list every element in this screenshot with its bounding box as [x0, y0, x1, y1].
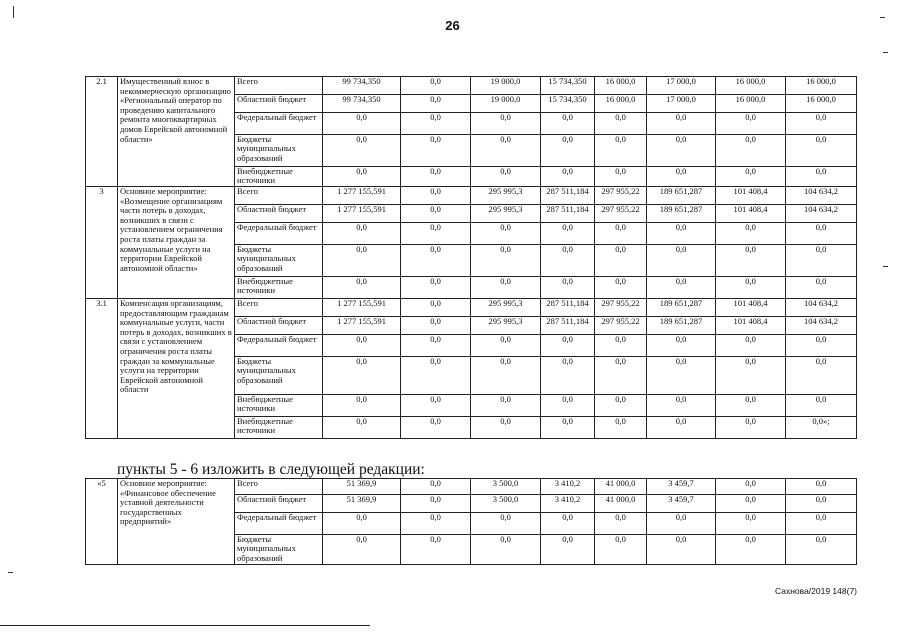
amount-cell: 41 000,0 — [595, 495, 647, 513]
amount-cell: 295 995,3 — [471, 299, 541, 317]
amount-cell: 0,0 — [786, 357, 857, 395]
amount-cell: 51 369,9 — [323, 479, 401, 495]
amount-cell: 0,0 — [716, 479, 786, 495]
amount-cell: 17 000,0 — [647, 95, 716, 113]
item-description: Основное мероприятие: «Финансовое обеспечение уставной деятельности государственных предприятий» — [118, 479, 235, 565]
amount-cell: 0,0 — [401, 357, 471, 395]
amount-cell: 0,0 — [471, 335, 541, 357]
amount-cell: 0,0 — [716, 277, 786, 299]
amount-cell: 189 651,287 — [647, 317, 716, 335]
amount-cell: 0,0 — [541, 417, 595, 439]
amount-cell: 0,0 — [323, 335, 401, 357]
amount-cell: 3 459,7 — [647, 495, 716, 513]
amount-cell: 0,0 — [786, 335, 857, 357]
amount-cell: 0,0 — [401, 495, 471, 513]
funding-source: Внебюджетные источники — [235, 167, 323, 187]
amount-cell: 0,0 — [647, 513, 716, 535]
amount-cell: 0,0 — [401, 167, 471, 187]
item-description: Компенсация организациям, предоставляющим гражданам коммунальные услуги, части потерь в доходах, возникших в связи с установлением ограничения роста платы граждан за коммунальные услуги на территории Еврейской автономной области — [118, 299, 235, 439]
amount-cell: 16 000,0 — [716, 77, 786, 95]
amount-cell: 0,0 — [541, 357, 595, 395]
amount-cell: 0,0 — [471, 113, 541, 135]
amount-cell: 0,0 — [401, 113, 471, 135]
amount-cell: 0,0 — [647, 277, 716, 299]
amount-cell: 0,0 — [471, 357, 541, 395]
amount-cell: 0,0 — [471, 135, 541, 167]
margin-mark — [13, 6, 14, 18]
amount-cell: 0,0 — [716, 395, 786, 417]
funding-source: Внебюджетные источники — [235, 417, 323, 439]
amount-cell: 189 651,287 — [647, 205, 716, 223]
amount-cell: 101 408,4 — [716, 187, 786, 205]
amount-cell: 0,0 — [595, 223, 647, 245]
amount-cell: 0,0 — [541, 513, 595, 535]
amount-cell: 1 277 155,591 — [323, 187, 401, 205]
funding-source: Федеральный бюджет — [235, 513, 323, 535]
amount-cell: 3 410,2 — [541, 495, 595, 513]
funding-source: Федеральный бюджет — [235, 335, 323, 357]
amount-cell: 297 955,22 — [595, 299, 647, 317]
amount-cell: 0,0 — [541, 535, 595, 565]
amount-cell: 0,0 — [786, 223, 857, 245]
amount-cell: 104 634,2 — [786, 299, 857, 317]
margin-mark — [883, 266, 888, 267]
funding-source: Бюджеты муниципальных образований — [235, 535, 323, 565]
amount-cell: 287 511,184 — [541, 317, 595, 335]
amount-cell: 0,0 — [401, 187, 471, 205]
funding-source: Областной бюджет — [235, 495, 323, 513]
amount-cell: 0,0 — [323, 277, 401, 299]
amount-cell: 1 277 155,591 — [323, 299, 401, 317]
amount-cell: 0,0 — [716, 135, 786, 167]
amount-cell: 0,0 — [786, 513, 857, 535]
amount-cell: 0,0 — [647, 335, 716, 357]
amount-cell: 104 634,2 — [786, 317, 857, 335]
amount-cell: 0,0 — [541, 223, 595, 245]
amount-cell: 0,0 — [595, 513, 647, 535]
funding-source: Всего — [235, 479, 323, 495]
funding-source: Всего — [235, 299, 323, 317]
amount-cell: 0,0 — [647, 245, 716, 277]
amount-cell: 0,0 — [716, 335, 786, 357]
amount-cell: 0,0 — [471, 245, 541, 277]
amount-cell: 0,0 — [786, 113, 857, 135]
amount-cell: 101 408,4 — [716, 299, 786, 317]
table-row — [86, 299, 857, 317]
amount-cell: 0,0 — [323, 417, 401, 439]
amount-cell: 0,0 — [401, 335, 471, 357]
amount-cell: 295 995,3 — [471, 317, 541, 335]
amount-cell: 101 408,4 — [716, 317, 786, 335]
table-row — [86, 479, 857, 495]
amount-cell: 99 734,350 — [323, 77, 401, 95]
amount-cell: 0,0 — [471, 535, 541, 565]
amount-cell: 0,0 — [401, 277, 471, 299]
amount-cell: 0,0 — [716, 513, 786, 535]
item-description: Имущественный взнос в некоммерческую организацию «Региональный оператор по проведению капитального ремонта многоквартирных домов Еврейской автономной области» — [118, 77, 235, 187]
amount-cell: 189 651,287 — [647, 187, 716, 205]
amount-cell: 0,0»; — [786, 417, 857, 439]
amount-cell: 1 277 155,591 — [323, 205, 401, 223]
amount-cell: 0,0 — [323, 223, 401, 245]
amount-cell: 3 500,0 — [471, 495, 541, 513]
amount-cell: 0,0 — [471, 167, 541, 187]
budget-table — [85, 76, 857, 439]
amount-cell: 16 000,0 — [786, 77, 857, 95]
amount-cell: 0,0 — [786, 167, 857, 187]
amount-cell: 0,0 — [786, 495, 857, 513]
funding-source: Бюджеты муниципальных образований — [235, 135, 323, 167]
amount-cell: 0,0 — [471, 395, 541, 417]
budget-table-amended — [85, 478, 857, 565]
amount-cell: 0,0 — [595, 395, 647, 417]
funding-source: Всего — [235, 187, 323, 205]
amount-cell: 0,0 — [595, 335, 647, 357]
amount-cell: 0,0 — [401, 223, 471, 245]
amount-cell: 19 000,0 — [471, 77, 541, 95]
amount-cell: 3 410,2 — [541, 479, 595, 495]
amount-cell: 0,0 — [541, 245, 595, 277]
amount-cell: 0,0 — [401, 299, 471, 317]
amount-cell: 0,0 — [541, 135, 595, 167]
amount-cell: 104 634,2 — [786, 187, 857, 205]
amount-cell: 0,0 — [595, 417, 647, 439]
amount-cell: 0,0 — [595, 277, 647, 299]
amount-cell: 16 000,0 — [716, 95, 786, 113]
amount-cell: 0,0 — [401, 245, 471, 277]
amount-cell: 0,0 — [471, 417, 541, 439]
amount-cell: 0,0 — [323, 167, 401, 187]
amount-cell: 189 651,287 — [647, 299, 716, 317]
amount-cell: 0,0 — [401, 513, 471, 535]
amount-cell: 0,0 — [716, 495, 786, 513]
document-footer-code: Сахнова/2019 148(7) — [775, 586, 857, 596]
amount-cell: 0,0 — [401, 95, 471, 113]
margin-mark — [8, 572, 13, 573]
amount-cell: 287 511,184 — [541, 299, 595, 317]
amount-cell: 0,0 — [786, 395, 857, 417]
amount-cell: 0,0 — [595, 167, 647, 187]
amount-cell: 0,0 — [595, 135, 647, 167]
amount-cell: 0,0 — [786, 479, 857, 495]
amount-cell: 0,0 — [323, 357, 401, 395]
funding-source: Областной бюджет — [235, 317, 323, 335]
amount-cell: 0,0 — [716, 167, 786, 187]
funding-source: Федеральный бюджет — [235, 223, 323, 245]
amount-cell: 0,0 — [786, 277, 857, 299]
amendment-instruction: пункты 5 - 6 изложить в следующей редакции: — [117, 461, 425, 478]
amount-cell: 0,0 — [595, 245, 647, 277]
margin-mark — [883, 52, 888, 53]
funding-source: Бюджеты муниципальных образований — [235, 245, 323, 277]
amount-cell: 101 408,4 — [716, 205, 786, 223]
funding-source: Всего — [235, 77, 323, 95]
amount-cell: 0,0 — [647, 417, 716, 439]
amount-cell: 0,0 — [716, 223, 786, 245]
amount-cell: 0,0 — [541, 335, 595, 357]
amount-cell: 3 459,7 — [647, 479, 716, 495]
amount-cell: 297 955,22 — [595, 187, 647, 205]
amount-cell: 104 634,2 — [786, 205, 857, 223]
amount-cell: 297 955,22 — [595, 317, 647, 335]
amount-cell: 0,0 — [716, 535, 786, 565]
amount-cell: 287 511,184 — [541, 187, 595, 205]
funding-source: Внебюджетные источники — [235, 277, 323, 299]
amount-cell: 0,0 — [716, 113, 786, 135]
bottom-rule — [0, 625, 370, 626]
amount-cell: 0,0 — [401, 535, 471, 565]
amount-cell: 0,0 — [323, 395, 401, 417]
funding-source: Областной бюджет — [235, 95, 323, 113]
funding-source: Областной бюджет — [235, 205, 323, 223]
amount-cell: 0,0 — [647, 223, 716, 245]
amount-cell: 0,0 — [595, 113, 647, 135]
amount-cell: 0,0 — [323, 135, 401, 167]
item-number: 2.1 — [86, 77, 118, 187]
amount-cell: 51 369,9 — [323, 495, 401, 513]
amount-cell: 16 000,0 — [595, 77, 647, 95]
amount-cell: 0,0 — [471, 513, 541, 535]
amount-cell: 0,0 — [716, 417, 786, 439]
amount-cell: 99 734,350 — [323, 95, 401, 113]
amount-cell: 0,0 — [647, 113, 716, 135]
amount-cell: 0,0 — [541, 167, 595, 187]
margin-mark — [880, 17, 885, 18]
amount-cell: 0,0 — [647, 167, 716, 187]
amount-cell: 0,0 — [541, 277, 595, 299]
amount-cell: 16 000,0 — [595, 95, 647, 113]
amount-cell: 0,0 — [401, 135, 471, 167]
amount-cell: 0,0 — [401, 317, 471, 335]
amount-cell: 0,0 — [471, 223, 541, 245]
item-number: 3 — [86, 187, 118, 299]
amount-cell: 0,0 — [323, 245, 401, 277]
amount-cell: 297 955,22 — [595, 205, 647, 223]
amount-cell: 0,0 — [541, 395, 595, 417]
amount-cell: 17 000,0 — [647, 77, 716, 95]
item-number: «5 — [86, 479, 118, 565]
page-number: 26 — [445, 18, 460, 33]
amount-cell: 0,0 — [647, 135, 716, 167]
table-row — [86, 187, 857, 205]
amount-cell: 0,0 — [323, 513, 401, 535]
amount-cell: 3 500,0 — [471, 479, 541, 495]
amount-cell: 0,0 — [595, 535, 647, 565]
amount-cell: 41 000,0 — [595, 479, 647, 495]
amount-cell: 0,0 — [541, 113, 595, 135]
amount-cell: 0,0 — [786, 135, 857, 167]
amount-cell: 0,0 — [401, 77, 471, 95]
item-description: Основное мероприятие: «Возмещение организациям части потерь в доходах, возникших в связи с установлением ограничения роста платы граждан за коммунальные услуги на территории Еврейской автономной области» — [118, 187, 235, 299]
amount-cell: 0,0 — [401, 395, 471, 417]
amount-cell: 0,0 — [323, 113, 401, 135]
funding-source: Бюджеты муниципальных образований — [235, 357, 323, 395]
amount-cell: 295 995,3 — [471, 187, 541, 205]
amount-cell: 0,0 — [401, 417, 471, 439]
amount-cell: 0,0 — [401, 205, 471, 223]
table-row — [86, 77, 857, 95]
amount-cell: 15 734,350 — [541, 95, 595, 113]
item-number: 3.1 — [86, 299, 118, 439]
amount-cell: 0,0 — [716, 245, 786, 277]
amount-cell: 0,0 — [647, 357, 716, 395]
amount-cell: 0,0 — [647, 395, 716, 417]
funding-source: Федеральный бюджет — [235, 113, 323, 135]
amount-cell: 0,0 — [716, 357, 786, 395]
amount-cell: 0,0 — [786, 245, 857, 277]
amount-cell: 295 995,3 — [471, 205, 541, 223]
amount-cell: 0,0 — [647, 535, 716, 565]
amount-cell: 16 000,0 — [786, 95, 857, 113]
amount-cell: 0,0 — [595, 357, 647, 395]
amount-cell: 0,0 — [786, 535, 857, 565]
amount-cell: 0,0 — [401, 479, 471, 495]
amount-cell: 1 277 155,591 — [323, 317, 401, 335]
amount-cell: 19 000,0 — [471, 95, 541, 113]
amount-cell: 287 511,184 — [541, 205, 595, 223]
amount-cell: 15 734,350 — [541, 77, 595, 95]
amount-cell: 0,0 — [323, 535, 401, 565]
funding-source: Внебюджетные источники — [235, 395, 323, 417]
amount-cell: 0,0 — [471, 277, 541, 299]
